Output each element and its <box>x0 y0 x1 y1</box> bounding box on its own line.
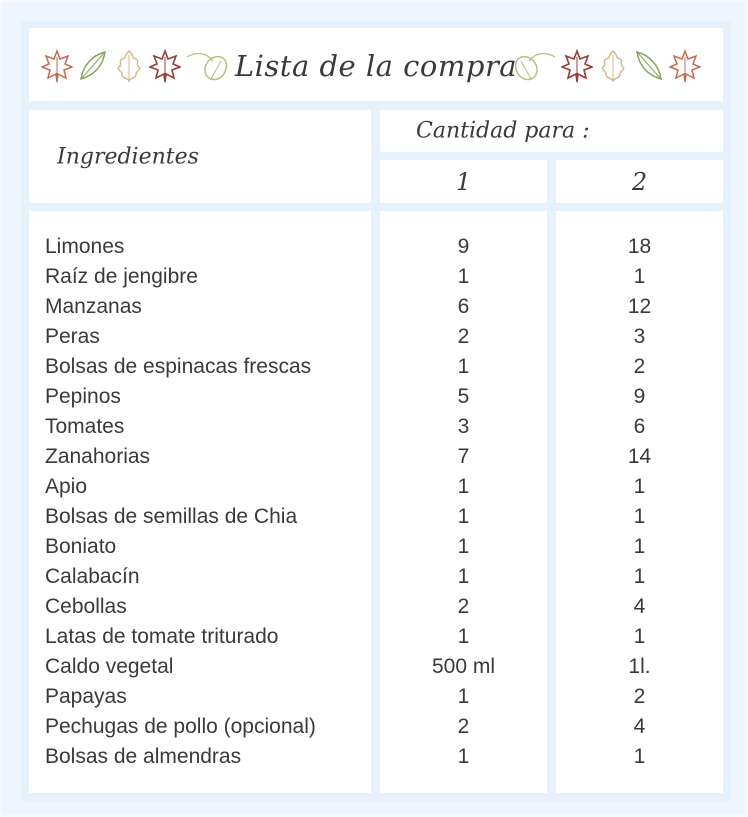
quantity-1-value: 7 <box>457 445 470 468</box>
quantity-1-value: 1 <box>457 565 470 588</box>
col-1-header: 1 <box>455 168 472 196</box>
ingredient-name: Bolsas de semillas de Chia <box>45 505 298 528</box>
quantity-1-column <box>380 211 547 793</box>
quantity-2-value: 1 <box>633 625 646 648</box>
quantity-2-value: 1 <box>633 265 646 288</box>
ingredient-name: Caldo vegetal <box>45 655 174 678</box>
quantity-1-value: 1 <box>457 505 470 528</box>
quantity-2-value: 2 <box>633 685 646 708</box>
ingredient-name: Pepinos <box>45 385 121 408</box>
quantity-2-value: 1 <box>633 565 646 588</box>
quantity-2-value: 4 <box>633 595 646 618</box>
quantity-2-value: 1l. <box>628 655 651 678</box>
quantity-1-value: 3 <box>457 415 470 438</box>
quantity-2-value: 4 <box>633 715 646 738</box>
ingredients-column <box>29 211 371 793</box>
ingredients-header-cell <box>29 110 371 203</box>
ingredient-name: Latas de tomate triturado <box>45 625 279 648</box>
vine-leaf-icon <box>513 49 557 83</box>
ingredient-name: Zanahorias <box>45 445 151 468</box>
ingredient-name: Peras <box>45 325 100 348</box>
quantity-1-value: 2 <box>457 325 470 348</box>
ingredients-header: Ingredientes <box>57 144 199 170</box>
quantity-2-value: 1 <box>633 505 646 528</box>
quantity-1-value: 1 <box>457 685 470 708</box>
quantity-1-value: 1 <box>457 475 470 498</box>
ingredient-name: Apio <box>45 475 88 498</box>
quantity-1-value: 1 <box>457 625 470 648</box>
quantity-2-value: 1 <box>633 475 646 498</box>
ingredient-name: Calabacín <box>45 565 140 588</box>
quantity-2-value: 14 <box>627 445 652 468</box>
quantity-1-value: 1 <box>457 355 470 378</box>
oak-leaf-icon <box>597 49 629 83</box>
willow-leaf-icon <box>633 49 665 83</box>
quantity-2-column <box>556 211 723 793</box>
ingredient-name: Papayas <box>45 685 127 708</box>
ingredient-name: Limones <box>45 235 125 258</box>
quantity-header-cell <box>380 110 723 152</box>
ingredient-name: Pechugas de pollo (opcional) <box>45 715 316 738</box>
col-1-header-cell <box>380 160 547 203</box>
quantity-1-value: 5 <box>457 385 470 408</box>
quantity-1-value: 9 <box>457 235 470 258</box>
ingredient-name: Manzanas <box>45 295 142 318</box>
quantity-2-value: 3 <box>633 325 646 348</box>
quantity-1-value: 6 <box>457 295 470 318</box>
ingredient-name: Bolsas de almendras <box>45 745 242 768</box>
ingredient-name: Raíz de jengibre <box>45 265 198 288</box>
col-2-header: 2 <box>631 168 648 196</box>
quantity-1-value: 2 <box>457 595 470 618</box>
quantity-header: Cantidad para : <box>416 118 590 144</box>
ingredient-name: Bolsas de espinacas frescas <box>45 355 312 378</box>
quantity-1-value: 1 <box>457 745 470 768</box>
ingredient-name: Cebollas <box>45 595 127 618</box>
quantity-1-value: 1 <box>457 535 470 558</box>
quantity-2-value: 1 <box>633 745 646 768</box>
quantity-2-value: 9 <box>633 385 646 408</box>
quantity-1-value: 2 <box>457 715 470 738</box>
quantity-2-value: 2 <box>633 355 646 378</box>
quantity-2-value: 12 <box>627 295 652 318</box>
title-banner <box>29 28 723 101</box>
maple-leaf-icon <box>561 49 593 83</box>
col-2-header-cell <box>556 160 723 203</box>
quantity-2-value: 1 <box>633 535 646 558</box>
quantity-2-value: 18 <box>627 235 652 258</box>
leaf-decoration-right <box>513 46 701 86</box>
quantity-1-value: 1 <box>457 265 470 288</box>
quantity-2-value: 6 <box>633 415 646 438</box>
ingredient-name: Boniato <box>45 535 117 558</box>
quantity-1-value: 500 ml <box>431 655 496 678</box>
maple-leaf-icon <box>669 49 701 83</box>
ingredient-name: Tomates <box>45 415 125 438</box>
page-title: Lista de la compra <box>234 49 518 83</box>
